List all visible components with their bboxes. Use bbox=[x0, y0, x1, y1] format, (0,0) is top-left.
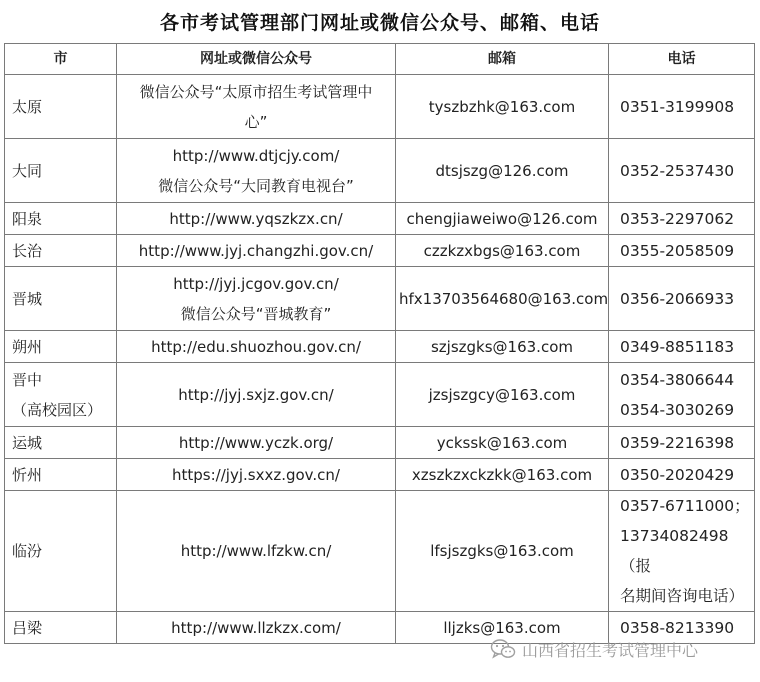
table-row bbox=[5, 491, 755, 612]
cell-site bbox=[117, 267, 396, 331]
cell-phone-line: 0355-2058509 bbox=[620, 241, 735, 260]
cell-city bbox=[5, 427, 117, 459]
cell-site bbox=[117, 427, 396, 459]
cell-phone bbox=[609, 331, 755, 363]
table-row bbox=[5, 235, 755, 267]
cell-site bbox=[117, 139, 396, 203]
cell-phone bbox=[609, 139, 755, 203]
cell-city-line: 临汾 bbox=[12, 542, 43, 560]
cell-email: hfx13703564680@163.com bbox=[396, 267, 609, 331]
table-row bbox=[5, 139, 755, 203]
cell-site-line: http://edu.shuozhou.gov.cn/ bbox=[151, 337, 361, 356]
header-city: 市 bbox=[5, 44, 117, 75]
cell-phone-line: 0354-3806644 bbox=[620, 370, 735, 389]
cell-phone-line: 0354-3030269 bbox=[620, 400, 735, 419]
cell-email: szjszgks@163.com bbox=[396, 331, 609, 363]
table-header-row bbox=[5, 44, 755, 75]
cell-site-line: http://jyj.jcgov.gov.cn/ bbox=[173, 274, 339, 293]
cell-phone-line: 0359-2216398 bbox=[620, 433, 735, 452]
watermark bbox=[490, 636, 698, 662]
cell-site-line: http://www.lfzkw.cn/ bbox=[180, 542, 332, 560]
table-row bbox=[5, 427, 755, 459]
cell-email: chengjiaweiwo@126.com bbox=[396, 203, 609, 235]
table-row bbox=[5, 363, 755, 427]
cell-site-line: http://jyj.sxjz.gov.cn/ bbox=[178, 385, 334, 404]
cell-site bbox=[117, 491, 396, 612]
cell-site bbox=[117, 459, 396, 491]
cell-city-line: 太原 bbox=[12, 97, 43, 116]
cell-site-line: http://www.jyj.changzhi.gov.cn/ bbox=[138, 241, 374, 260]
cell-email: jzsjszgcy@163.com bbox=[396, 363, 609, 427]
table-row bbox=[5, 75, 755, 139]
cell-phone-line: 0350-2020429 bbox=[620, 465, 735, 484]
header-site: 网址或微信公众号 bbox=[117, 44, 396, 75]
cell-city-line: （高校园区） bbox=[12, 400, 103, 419]
header-phone: 电话 bbox=[609, 44, 755, 75]
cell-email: dtsjszg@126.com bbox=[396, 139, 609, 203]
cell-city bbox=[5, 459, 117, 491]
page-title: 各市考试管理部门网址或微信公众号、邮箱、电话 bbox=[159, 12, 600, 34]
cell-city-line: 长治 bbox=[12, 241, 43, 260]
cell-site-line: http://www.yqszkzx.cn/ bbox=[169, 209, 343, 228]
cell-city bbox=[5, 267, 117, 331]
table-row bbox=[5, 331, 755, 363]
cell-phone bbox=[609, 267, 755, 331]
cell-city bbox=[5, 203, 117, 235]
cell-site-line: 心” bbox=[244, 112, 268, 131]
cell-site bbox=[117, 235, 396, 267]
cell-city-line: 晋城 bbox=[12, 289, 43, 308]
table-row bbox=[5, 203, 755, 235]
cell-city bbox=[5, 139, 117, 203]
cell-city-line: 晋中 bbox=[12, 370, 43, 389]
cell-site bbox=[117, 612, 396, 644]
cell-city-line: 运城 bbox=[12, 433, 43, 452]
cell-phone-line: 0357-6711000； bbox=[620, 497, 750, 515]
cell-city-line: 阳泉 bbox=[12, 209, 43, 228]
table-row bbox=[5, 267, 755, 331]
cell-site bbox=[117, 203, 396, 235]
cell-site-line: 微信公众号“晋城教育” bbox=[180, 304, 332, 323]
cell-site-line: 微信公众号“大同教育电视台” bbox=[158, 176, 354, 195]
cell-city bbox=[5, 612, 117, 644]
header-email: 邮箱 bbox=[396, 44, 609, 75]
cell-city bbox=[5, 363, 117, 427]
cell-site-line: https://jyj.sxxz.gov.cn/ bbox=[172, 465, 340, 484]
wechat-icon bbox=[490, 638, 516, 660]
cell-site-line: http://www.yczk.org/ bbox=[178, 433, 334, 452]
cell-email: yckssk@163.com bbox=[396, 427, 609, 459]
cell-email: xzszkzxckzkk@163.com bbox=[396, 459, 609, 491]
cell-email: tyszbzhk@163.com bbox=[396, 75, 609, 139]
cell-city bbox=[5, 331, 117, 363]
cell-city-line: 吕梁 bbox=[12, 618, 43, 637]
cell-phone-line: 0356-2066933 bbox=[620, 289, 735, 308]
cell-phone bbox=[609, 427, 755, 459]
cell-city bbox=[5, 75, 117, 139]
cell-phone-line: 0353-2297062 bbox=[620, 209, 735, 228]
table-row bbox=[5, 459, 755, 491]
cell-phone-line: 0349-8851183 bbox=[620, 337, 735, 356]
cell-site-line: http://www.llzkzx.com/ bbox=[171, 618, 341, 637]
cell-phone-line: 0358-8213390 bbox=[620, 618, 735, 637]
cell-site-line: http://www.dtjcjy.com/ bbox=[172, 146, 340, 165]
cell-phone bbox=[609, 491, 755, 612]
cell-phone bbox=[609, 235, 755, 267]
cell-site bbox=[117, 75, 396, 139]
contact-table bbox=[4, 43, 755, 644]
cell-city-line: 忻州 bbox=[12, 465, 43, 484]
cell-email: lljzks@163.com bbox=[396, 612, 609, 644]
cell-city-line: 大同 bbox=[12, 161, 43, 180]
cell-email: lfsjszgks@163.com bbox=[396, 491, 609, 612]
cell-city bbox=[5, 235, 117, 267]
cell-phone-line: 0352-2537430 bbox=[620, 161, 735, 180]
cell-phone bbox=[609, 363, 755, 427]
cell-phone bbox=[609, 459, 755, 491]
cell-city bbox=[5, 491, 117, 612]
cell-site bbox=[117, 331, 396, 363]
cell-phone bbox=[609, 203, 755, 235]
cell-site bbox=[117, 363, 396, 427]
cell-phone-line: 0351-3199908 bbox=[620, 97, 735, 116]
watermark-text: 山西省招生考试管理中心 bbox=[522, 640, 699, 660]
cell-phone bbox=[609, 75, 755, 139]
cell-city-line: 朔州 bbox=[12, 337, 43, 356]
cell-phone-line: 13734082498 （报 bbox=[620, 527, 729, 575]
cell-email: czzkzxbgs@163.com bbox=[396, 235, 609, 267]
cell-site-line: 微信公众号“太原市招生考试管理中 bbox=[139, 82, 373, 101]
cell-phone-line: 名期间咨询电话） bbox=[620, 587, 745, 605]
